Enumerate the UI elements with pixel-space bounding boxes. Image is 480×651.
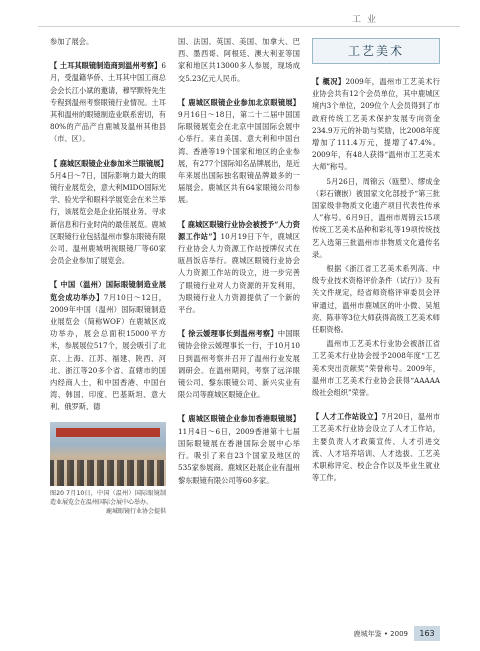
- paragraph: 温州市工艺美术行业协会被浙江省工艺美术行业协会授予2008年度“工艺美术突出贡献奖”荣誉称号。2009年，温州市工艺美术行业协会获得“AAAAA级社会组织”荣誉。: [312, 339, 440, 398]
- footer-text: 鹿城年鉴 • 2009: [353, 630, 408, 638]
- headline: 【 鹿城区眼镜企业参加米兰眼镜展】: [50, 158, 168, 168]
- article-body: 2009年，温州市工艺美术行业协会共有12个会员单位，其中鹿城区境内3个单位，209位个人会员得到了市政府传统工艺美术保护发展专向资金234.9万元的补助与奖励，比2008年度增加了111.4万元，提增了47.4%。2009年，有48人获得“温州市工艺美术大师”称号。: [312, 77, 440, 172]
- article-wof: [50, 279, 166, 413]
- header-rule: [38, 26, 460, 27]
- article-body: 7月20日，温州市工艺美术行业协会设立了人才工作站，主要负责人才政策宣传、人才引进交流、人才培养培训、人才选拔、工艺美术职称评定、校企合作以及毕业生就业等工作。: [312, 412, 440, 483]
- column-3: [312, 36, 440, 487]
- article-body: 10月19日下午，鹿城区行业协会人力资源工作站授牌仪式在瓯昌饭店举行。鹿城区眼镜行业协会人力资源工作站的设立，进一步完善了眼镜行业对人力资源的开发利用，为眼镜行业人力资源提供了一个新的平台。: [178, 231, 300, 315]
- headline: 【 中国（温州）国际眼镜制造业展览会成功举办】: [50, 280, 166, 302]
- article-hongkong: [178, 413, 300, 486]
- section-label: 工业: [351, 15, 382, 25]
- photo-crowd: [50, 460, 166, 486]
- article-overview: [312, 76, 440, 174]
- article-hr-station: [178, 219, 300, 317]
- paragraph: 根据《浙江省工艺美术系列高、中级专业技术资格评价条件（试行）》及有关文件规定，经省师资格评审委员会评审通过，温州市鹿城区的叶小微、吴旭亮、陈菲等3位大师获得高级工艺美术师任职资格。: [312, 264, 440, 335]
- article-body: 6月，受温籍华侨、土耳其中国工商总会会长江小斌的邀请，穆罕默特先生专程到温州考察眼镜行业情况。土耳其和温州的眼镜制造业联系密切，有80%的产品产自鹿城及温州其他县（市、区）。: [50, 61, 166, 144]
- column-1: [50, 36, 166, 516]
- headline: 【 人才工作站设立】: [312, 412, 382, 422]
- paragraph: 5月26日，周锦云（瓯塑）、缪成金（彩石镶嵌）被国家文化部授予“第三批国家级非物质文化遗产项目代表性传承人”称号。6月9日，温州市周锦云15项传统工艺美术品种和彩礼等19项传统技艺入选第三批温州市非物质文化遗传名录。: [312, 176, 440, 259]
- headline: 【 鹿城区眼镜企业参加北京眼镜展】: [178, 97, 300, 107]
- article-beijing: [178, 97, 300, 207]
- article-body: 5月4日～7日，国际影响力最大的眼镜行业展览会，意大利MIDO国际光学、验光学和眼科学展览会在米兰举行，该展览会是企业拓展业务、寻求新信息和行业时尚的最佳展览。鹿城区眼镜行业包括温州市黎东眼镜有限公司、温州鹿城明视眼镜厂等60家会员企业参加了展览会。: [50, 170, 166, 266]
- photo-caption: [50, 489, 166, 516]
- article-body: 9月16日～18日，第二十二届中国国际眼镜展览会在北京中国国际会展中心举行。来自美国、意大利和中国台湾、香港等19个国家和地区的企业参展，有277个国际知名品牌展出，是近年来展出国际独名眼镜品牌最多的一届展会。鹿城区共有64家眼镜公司参展。: [178, 110, 300, 205]
- page-header: [0, 0, 480, 30]
- page-footer: [0, 626, 480, 646]
- intro-text: 参加了展会。: [50, 37, 94, 46]
- headline: 【 鹿城区眼镜企业参加香港眼镜展】: [178, 414, 300, 424]
- article-xu: [178, 328, 300, 401]
- article-body: 中国眼镜协会徐云媛理事长一行，于10月10日到温州考察并召开了温州行业发展调研会。在温州期间，考察了远洋眼镜公司、黎东眼镜公司、新兴实业有限公司等鹿城区眼镜企业。: [178, 329, 300, 400]
- caption-credit: 鹿城眼镜行业协会提供: [105, 507, 166, 515]
- headline: 【 土耳其眼镜制造商到温州考察】: [50, 61, 162, 71]
- exhibition-photo: [50, 422, 166, 486]
- article-turkey: [50, 60, 166, 145]
- section-title: 工艺美术: [312, 38, 440, 64]
- caption-text: 图20 7月10日，中国（温州）国际眼镜制造业展览会在温州国际会展中心举办。: [50, 489, 166, 506]
- continued-text: 国、法国、英国、美国、加拿大、巴西、墨西哥、阿根廷、澳大利亚等国家和地区共13000多人参展，现场成交5.23亿元人民币。: [178, 37, 300, 83]
- page-number: 163: [414, 626, 440, 641]
- article-body: 7月10日～12日，2009年中国（温州）国际眼镜制造业展览会（简称WOF）在鹿城区成功举办，展会总面积15000平方米，参展展位517个，展会吸引了北京、上海、江苏、福建、陕西、河北、浙江等20多个省、直辖市的国内经商人士，和中国香港、中国台湾、韩国、印度、巴基斯坦、意大利、俄罗斯、德: [50, 292, 166, 412]
- headline: 【 徐云媛理事长到温州考察】: [178, 329, 278, 339]
- headline: 【 鹿城区眼镜行业协会被授予“人力资源工作站”】: [178, 219, 300, 241]
- article-body: 11月4日～6日，2009香港第十七届国际眼镜展在香港国际会展中心举行。吸引了来自23个国家及地区的535家参展商。鹿城区赴展企业有温州黎东眼镜有限公司等60多家。: [178, 426, 300, 485]
- headline: 【 概况】: [312, 77, 346, 86]
- article-talent-station: [312, 411, 440, 484]
- photo-banner: [56, 428, 160, 437]
- column-2: [178, 36, 300, 489]
- article-milan: [50, 158, 166, 268]
